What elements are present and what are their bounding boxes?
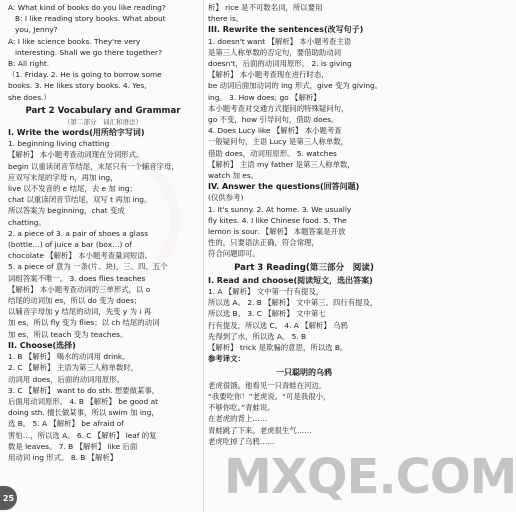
right-line: 老虎吃掉了乌鸦…… (208, 436, 275, 446)
left-line: 选 B。 5. A 【解析】 be afraid of (8, 419, 124, 429)
left-line: books. 3. He likes story books. 4. Yes, (8, 81, 147, 91)
left-line: you, Jenny? (15, 25, 58, 35)
left-line: 【解析】 本小题考查动词现在分词形式。 (8, 150, 144, 160)
right-line: 参考译文： (208, 354, 245, 364)
left-line: live 以不发音的 e 结尾，去 e 加 ing； (8, 184, 137, 194)
left-line: 1. B 【解析】 喝水的动词用 drink。 (8, 352, 130, 362)
right-line: 先得到了水，所以选 A。 5. B (208, 331, 307, 341)
right-line: 4. Does Lucy like 【解析】 本小题考查 (208, 126, 342, 136)
right-line: 老虎很饿。他看见一只青蛙在河边。 (208, 380, 327, 390)
left-line: B: I like reading story books. What about (15, 14, 166, 24)
left-line: 结尾的动词加 es，所以 do 变为 does； (8, 296, 142, 306)
left-line: （第二部分 词汇和语法） (64, 118, 142, 127)
left-line: 所以答案为 beginning，chat 变成 (8, 206, 125, 216)
left-line: begin 以重读闭音节结尾，末尾只有一个辅音字母， (8, 161, 179, 171)
right-line: 【解析】 主语 my father 是第三人称单数， (208, 159, 355, 169)
left-line: doing sth. 擅长做某事，所以 swim 加 ing， (8, 408, 159, 418)
left-line: 数是 leaves。 7. B 【解析】 like 后面 (8, 441, 138, 451)
left-line: 1. beginning living chatting (8, 139, 110, 149)
left-line: 3. C 【解析】 want to do sth. 想要做某事， (8, 385, 160, 395)
left-line: Part 2 Vocabulary and Grammar (25, 105, 181, 116)
right-line: I. Read and choose(阅读短文，选出答案) (208, 275, 373, 285)
right-line: 借助 does，动词用原形。 5. watches (208, 148, 337, 158)
right-line: 不够你吃。”青蛙说。 (208, 403, 275, 413)
right-line: 【解析】 本小题考查现在进行时态， (208, 70, 329, 80)
left-line: 加 es，所以 fly 变为 flies；以 ch 结尾的动词 (8, 318, 160, 328)
right-line: 符合问题即可。 (208, 249, 260, 259)
right-line: 青蛙跳了下来。老虎很生气…… (208, 425, 312, 435)
right-line: 所以选 A。 2. B 【解析】 文中第三、四行有提及， (208, 298, 378, 308)
right-line: 在老虎的背上…… (208, 414, 268, 424)
left-column (8, 2, 198, 463)
column-divider (203, 0, 204, 512)
left-line: B: All right. (8, 59, 50, 69)
right-line: watch 加 es。 (208, 171, 259, 181)
left-line: 用动词 ing 形式。 8. B 【解析】 (8, 452, 118, 462)
right-line: lemon is sour. 【解析】 本题答案是开放 (208, 227, 346, 237)
right-line: 行有提及，所以选 C。 4. A 【解析】 乌鸦 (208, 320, 348, 330)
left-line: 应双写末尾的字母 n，再加 ing， (8, 172, 118, 182)
right-line: IV. Answer the questions(回答问题) (208, 182, 360, 192)
left-line: 动词用 does，后面的动词用原形。 (8, 374, 125, 384)
left-line: chatting。 (8, 217, 46, 227)
left-line: 【解析】 本小题考查动词的三单形式，以 o (8, 284, 151, 294)
left-line: 2. C 【解析】 主语为第三人称单数时， (8, 363, 139, 373)
right-line: “我要吃你！”老虎说。“可是我很小， (208, 391, 331, 401)
right-line: be 动词后面加动词的 ing 形式，give 变为 giving。 (208, 81, 383, 91)
right-line: 析】 rice 是不可数名词，所以要用 (208, 3, 323, 12)
left-line: 以辅音字母加 y 结尾的动词，先变 y 为 i 再 (8, 307, 152, 317)
right-line: 是第三人称单数的否定句，要借助助动词 (208, 47, 342, 57)
right-line: III. Rewrite the sentences(改写句子) (208, 25, 364, 35)
right-line: ing。 3. How does; go 【解析】 (208, 92, 321, 102)
left-line: chocolate 【解析】 本小题考查量词短语。 (8, 251, 153, 261)
right-line: 所以选 B。 3. C 【解析】 文中第七 (208, 309, 326, 319)
right-line: 1. doesn't want 【解析】 本小题考查主语 (208, 36, 352, 46)
left-line: A: What kind of books do you like reading? (8, 3, 166, 12)
left-line: I. Write the words(用所给字写词) (8, 128, 145, 138)
right-line: 一般疑问句，主语 Lucy 是第三人称单数， (208, 137, 349, 147)
right-line: 1. A 【解析】 文中第一行有提及， (208, 287, 324, 297)
right-line: go 不变，how 引导问句，借助 does。 (208, 115, 339, 125)
right-line: fly kites. 4. I like Chinese food. 5. The (208, 215, 347, 225)
right-line: 1. It's sunny. 2. At home. 3. We usually (208, 204, 352, 214)
left-line: (bottle…) of juice a bar (box…) of (8, 240, 132, 250)
left-line: she does.） (8, 92, 51, 102)
right-line: (仅供参考) (208, 193, 244, 203)
right-column (208, 2, 400, 447)
right-line: 本小题考查对交通方式提问的特殊疑问句， (208, 103, 349, 113)
left-line: 2. a piece of 3. a pair of shoes a glass (8, 228, 149, 238)
left-line: II. Choose(选择) (8, 340, 76, 350)
left-line: interesting. Shall we go there together? (15, 47, 162, 57)
watermark-logo: MXQE.COM (224, 449, 516, 505)
left-line: A: I like science books. They're very (8, 36, 141, 46)
right-line: Part 3 Reading(第三部分 阅读) (234, 262, 374, 273)
right-line: 【解析】 trick 是欺骗的意思，所以选 B。 (208, 343, 348, 353)
left-line: （1. Friday. 2. He is going to borrow some (8, 70, 162, 80)
left-line: 后面用动词原形。 4. B 【解析】 be good at (8, 396, 158, 406)
right-line: 一只聪明的乌鸦 (276, 367, 332, 377)
left-line: chat 以重读闭音节结尾，双写 t 再加 ing。 (8, 195, 152, 205)
right-line: 性的，只要语法正确，符合常理， (208, 238, 319, 248)
page-number: 25 (0, 486, 17, 510)
left-line: 5. a piece of 意为 一条(片、块)，三、四、五个 (8, 262, 168, 272)
right-line: doesn't，后面的动词用原形。 2. is giving (208, 59, 352, 69)
left-line: 加 es，所以 teach 变为 teaches。 (8, 329, 128, 339)
left-line: 词组答案不唯一。 3. does flies teaches (8, 273, 146, 283)
left-line: 害怕…，所以选 A。 6. C 【解析】 leaf 的复 (8, 430, 157, 440)
right-line: there is。 (208, 14, 244, 24)
